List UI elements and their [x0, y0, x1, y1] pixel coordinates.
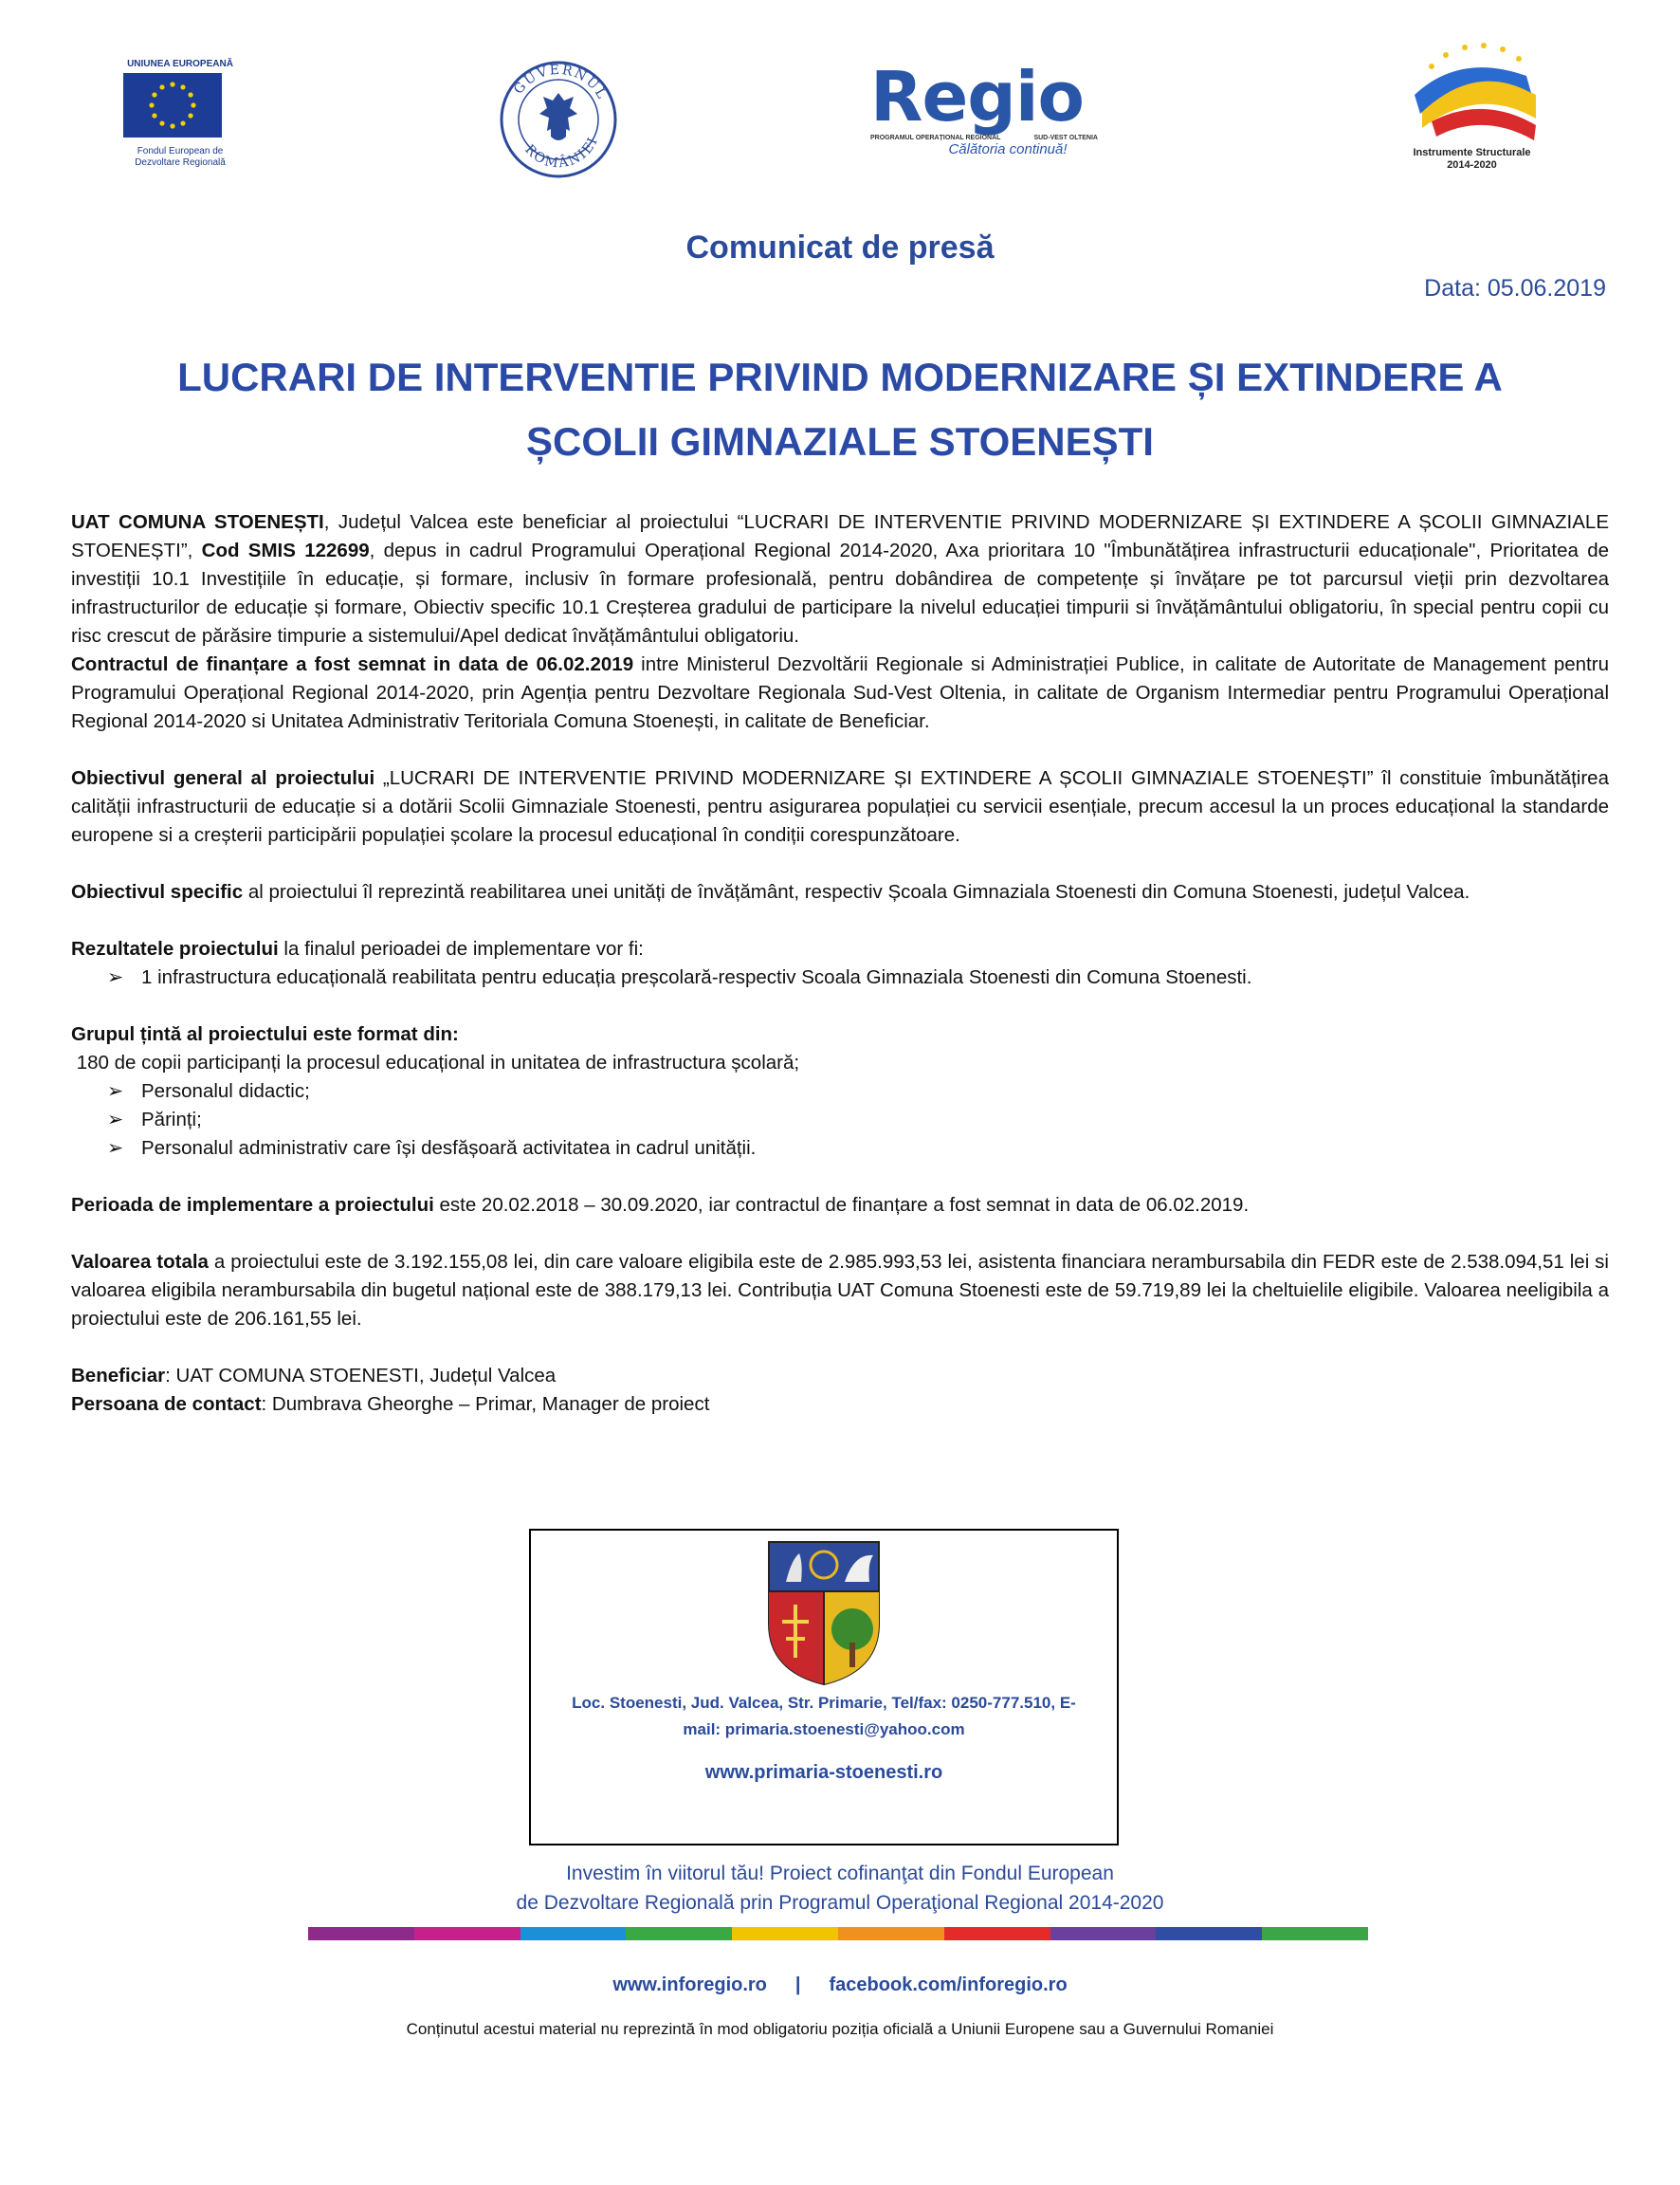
bold-text: UAT COMUNA STOENEȘTI: [71, 511, 324, 533]
eu-star-icon: [180, 120, 185, 125]
invest-line-1: Investim în viitorul tău! Proiect cofinanţat din Fondul European: [566, 1863, 1114, 1884]
title-line-1: LUCRARI DE INTERVENTIE PRIVIND MODERNIZARE ȘI EXTINDERE A: [177, 355, 1503, 399]
coat-of-arms-icon: [765, 1538, 883, 1686]
eu-star-icon: [159, 84, 164, 89]
address-line-2[interactable]: mail: primaria.stoenesti@yahoo.com: [683, 1720, 965, 1738]
eu-star-icon: [180, 84, 185, 89]
eu-flag-icon: [123, 73, 222, 138]
eu-star-icon: [188, 113, 192, 118]
color-band-segment: [838, 1927, 944, 1940]
eu-star-icon: [188, 92, 192, 97]
contact-website-link[interactable]: www.primaria-stoenesti.ro: [704, 1762, 943, 1783]
document-title: [95, 345, 1585, 474]
paragraph-value: [71, 1248, 1609, 1333]
instrumente-structurale-logo: [1394, 38, 1550, 180]
footer-links: [0, 1974, 1680, 1996]
text: este 20.02.2018 – 30.09.2020, iar contractul de finanțare a fost semnat in data de 06.02.2019.: [433, 1194, 1250, 1216]
text: al proiectului îl reprezintă reabilitarea unei unități de învățământ, respectiv Școala Gimnaziala Stoenesti din Comuna Stoenesti, județul Valcea.: [243, 881, 1470, 903]
link-separator: |: [794, 1974, 801, 1995]
target-group-line: 180 de copii participanți la procesul educațional in unitatea de infrastructura școlară;: [71, 1052, 800, 1074]
contact-box: [529, 1529, 1119, 1845]
color-band-segment: [520, 1927, 627, 1940]
eu-star-icon: [170, 123, 174, 128]
text: a proiectului este de 3.192.155,08 lei, din care valoare eligibila este de 2.985.993,53 lei, asistenta financiara nerambursabila din FEDR este de 2.538.094,51 lei si valoarea eligibila nerambursabila din bugetul național este de 388.179,13 lei. Contribuția UAT Comuna Stoenesti este de 59.719,89 lei la cheltuielile eligibile. Valoarea neeligibila a proiectului este de 206.161,55 lei.: [71, 1251, 1609, 1330]
text: , Județul Valcea este beneficiar al proiectului “LUCRARI DE INTERVENTIE PRIVIND MODERNIZARE ȘI EXTINDERE A ȘCOLII GIMNAZIALE STOENEȘTI”,: [71, 511, 1609, 561]
text: la finalul perioadei de implementare vor fi:: [278, 938, 644, 960]
color-band-segment: [1156, 1927, 1262, 1940]
eu-logo-caption: UNIUNEA EUROPEANĂ: [127, 59, 233, 69]
facebook-link[interactable]: facebook.com/inforegio.ro: [829, 1974, 1068, 1995]
color-band-segment: [626, 1927, 732, 1940]
regio-line-right: SUD-VEST OLTENIA: [1033, 135, 1098, 141]
paragraph-beneficiar: [71, 1362, 1609, 1390]
footer-disclaimer: Conținutul acestui material nu reprezintă în mod obligatoriu poziția oficială a Uniunii Europene sau a Guvernului Romaniei: [406, 2020, 1274, 2038]
regio-wordmark: Regio: [870, 57, 1084, 137]
bold-text: Cod SMIS 122699: [201, 540, 370, 561]
document-kind: Comunicat de presă: [685, 230, 995, 266]
color-band-segment: [732, 1927, 838, 1940]
eu-star-icon: [159, 120, 164, 125]
invest-line-2: de Dezvoltare Regională prin Programul Operaţional Regional 2014-2020: [516, 1892, 1164, 1914]
color-band-segment: [308, 1927, 414, 1940]
footer-invest-text: [0, 1859, 1680, 1918]
list-item-text: Părinți;: [141, 1109, 202, 1130]
color-band-segment: [1050, 1927, 1157, 1940]
text: „LUCRARI DE INTERVENTIE PRIVIND MODERNIZARE ȘI EXTINDERE A ȘCOLII GIMNAZIALE STOENEȘTI” îl constituie îmbunătățirea calității infrastructurii de educație si a dotării Scolii Gimnaziale Stoenesti, pentru asigurarea populației cu servicii esențiale, precum accesul la un proces educațional la standarde europene si a creșterii participării populației școlare la procesul educațional în condiții corespunzătoare.: [71, 767, 1609, 846]
text: : Dumbrava Gheorghe – Primar, Manager de proiect: [261, 1393, 710, 1415]
bold-text: Grupul țintă al proiectului este format din:: [71, 1023, 459, 1045]
eu-star-icon: [191, 102, 195, 107]
eu-logo: [123, 59, 237, 169]
paragraph-contract: [71, 651, 1609, 736]
paragraph-beneficiary: [71, 508, 1609, 651]
address-line-1: Loc. Stoenesti, Jud. Valcea, Str. Primarie, Tel/fax: 0250-777.510, E-: [572, 1694, 1076, 1712]
regio-tagline: Călătoria continuă!: [948, 141, 1068, 157]
bold-text: Rezultatele proiectului: [71, 938, 279, 960]
paragraph-contact: [71, 1390, 1609, 1419]
target-list-item: [71, 1106, 1609, 1134]
regio-logo: [870, 59, 1107, 173]
paragraph-target-group: [71, 1020, 1609, 1049]
regio-line-left: PROGRAMUL OPERAȚIONAL REGIONAL: [870, 135, 1001, 141]
text: : UAT COMUNA STOENESTI, Județul Valcea: [165, 1365, 557, 1386]
color-band-segment: [414, 1927, 520, 1940]
bold-text: Persoana de contact: [71, 1393, 262, 1415]
color-band-segment: [1262, 1927, 1368, 1940]
paragraph-general-objective: [71, 764, 1609, 850]
instrumente-line1: Instrumente Structurale: [1413, 147, 1531, 158]
list-item-text: Personalul didactic;: [141, 1080, 310, 1102]
svg-text:GUVERNUL: GUVERNUL: [510, 62, 611, 103]
inforegio-link[interactable]: www.inforegio.ro: [612, 1974, 767, 1995]
paragraph-results: [71, 935, 1609, 964]
text: intre Ministerul Dezvoltării Regionale si Administrației Publice, in calitate de Autoritate de Management pentru Programului Operațional Regional 2014-2020, prin Agenția pentru Dezvoltare Regionala Sud-Vest Oltenia, in calitate de Organism Intermediar pentru Programului Operațional Regional 2014-2020 si Unitatea Administrativ Teritoriala Comuna Stoenești, in calitate de Beneficiar.: [71, 653, 1609, 732]
list-item-text: 1 infrastructura educațională reabilitata pentru educația preșcolară-respectiv Scoala Gimnaziala Stoenesti din Comuna Stoenesti.: [141, 966, 1252, 988]
bold-text: Perioada de implementare a proiectului: [71, 1194, 434, 1216]
paragraph-period: [71, 1191, 1609, 1220]
instrumente-line2: 2014-2020: [1447, 159, 1497, 171]
document-body: [71, 508, 1609, 1419]
eu-logo-sub2: Dezvoltare Regională: [135, 157, 226, 168]
bold-text: Contractul de finanțare a fost semnat in data de 06.02.2019: [71, 653, 634, 675]
color-band: [308, 1927, 1368, 1940]
document-date: Data: 05.06.2019: [1424, 275, 1606, 302]
eu-star-icon: [152, 113, 156, 118]
eu-star-icon: [149, 102, 154, 107]
target-list-item: [71, 1134, 1609, 1163]
svg-text:ROMÂNIEI: ROMÂNIEI: [521, 134, 602, 172]
bold-text: Obiectivul general al proiectului: [71, 767, 375, 789]
bold-text: Valoarea totala: [71, 1251, 209, 1273]
text: , depus in cadrul Programului Operațional Regional 2014-2020, Axa prioritara 10 "Îmbunătățirea infrastructurii educaționale", Prioritatea de investiții 10.1 Investițiile în educație, și formare, inclusiv în formare profesională, pentru dobândirea de competențe și învățare pe tot parcursul vieții prin dezvoltarea infrastructurilor de educație și formare, Obiectiv specific 10.1 Creșterea gradului de participare la nivelul educației timpurii si învățământului obligatoriu, în special pentru copii cu risc crescut de părăsire timpurie a sistemului/Apel dedicat învățământului obligatoriu.: [71, 540, 1609, 647]
eu-star-icon: [152, 92, 156, 97]
guvernul-romaniei-seal-icon: [498, 59, 619, 180]
bold-text: Obiectivul specific: [71, 881, 244, 903]
result-list-item: [71, 964, 1609, 992]
eu-star-icon: [170, 82, 174, 86]
paragraph-specific-objective: [71, 878, 1609, 907]
eu-logo-sub1: Fondul European de: [137, 146, 224, 156]
contact-address: [531, 1690, 1117, 1743]
title-line-2: ȘCOLII GIMNAZIALE STOENEȘTI: [526, 419, 1154, 464]
bold-text: Beneficiar: [71, 1365, 166, 1386]
list-item-text: Personalul administrativ care își desfășoară activitatea in cadrul unității.: [141, 1137, 757, 1159]
color-band-segment: [944, 1927, 1050, 1940]
target-list-item: [71, 1077, 1609, 1106]
instrumente-structurale-icon: [1394, 38, 1550, 142]
